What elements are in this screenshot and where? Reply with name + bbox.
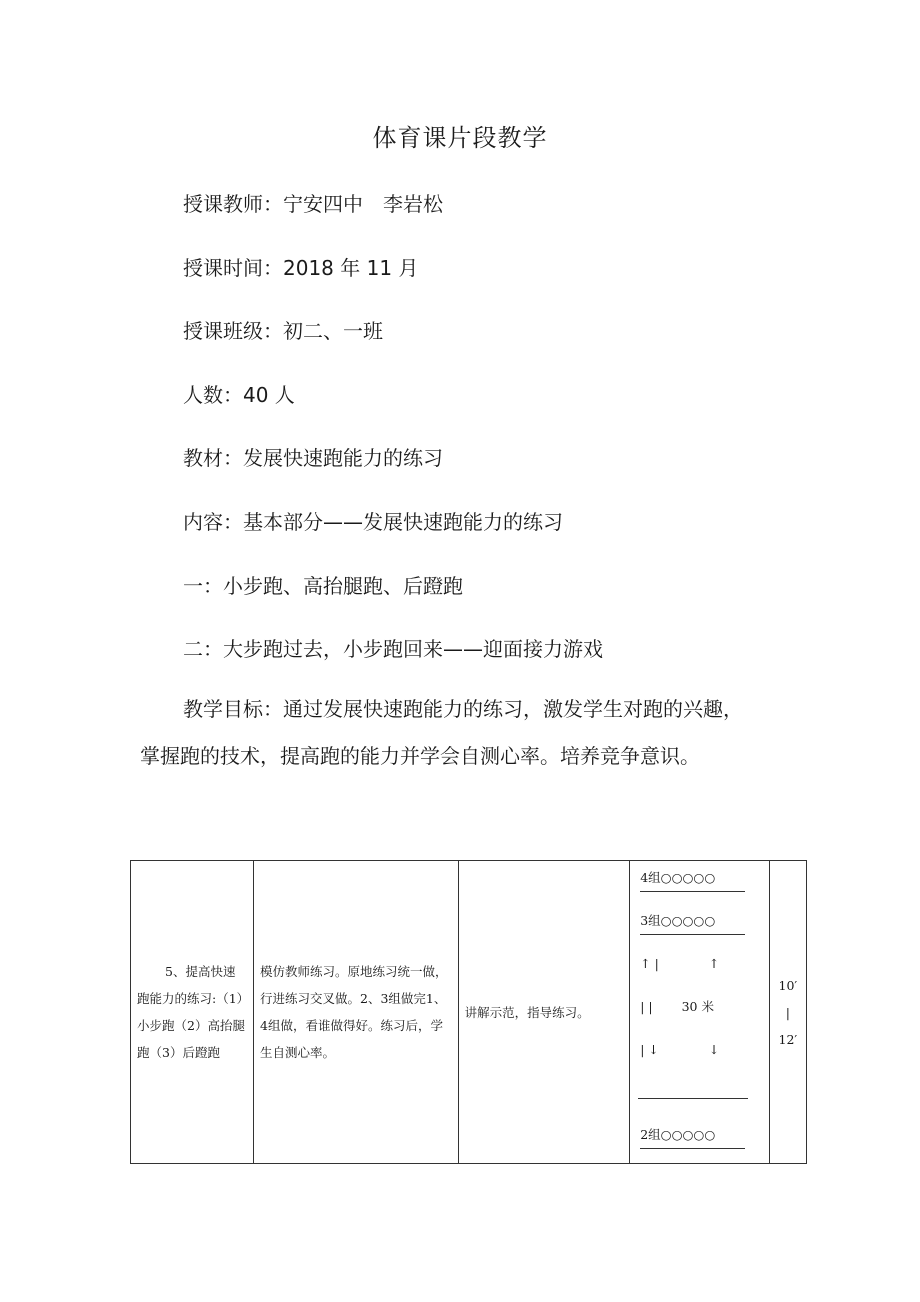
student-activity-cell (254, 861, 459, 1164)
time-end: 12′ (778, 1031, 798, 1047)
time-line: 授课时间：2018 年 11 月 (183, 256, 419, 280)
formation-diagram-cell (630, 861, 770, 1164)
time-cell (769, 861, 806, 1164)
item-two-line: 二：大步跑过去，小步跑回来——迎面接力游戏 (183, 637, 603, 661)
teacher-activity-cell (458, 861, 630, 1164)
separator-line (638, 1098, 748, 1099)
group-4-label: 4组○○○○○ (640, 864, 745, 892)
arrow-up-row: ↑ | ↑ (640, 956, 720, 971)
group-2-label: 2组○○○○○ (640, 1121, 745, 1149)
group-3-label: 3组○○○○○ (640, 907, 745, 935)
time-start: 10′ (778, 977, 798, 993)
objective-line-1: 教学目标：通过发展快速跑能力的练习，激发学生对跑的兴趣， (183, 697, 743, 721)
exercise-cell (131, 861, 254, 1164)
time-dash: | (785, 1004, 790, 1020)
arrow-down-row: | ↓ ↓ (640, 1042, 720, 1057)
distance-row: | | 30 米 (640, 999, 714, 1014)
teacher-activity-text: 讲解示范，指导练习。 (464, 1004, 590, 1020)
page-title: 体育课片段教学 (372, 124, 548, 152)
formation-diagram (630, 861, 769, 1163)
class-line: 授课班级：初二、一班 (183, 319, 383, 343)
count-line: 人数：40 人 (183, 383, 295, 407)
lesson-table (130, 860, 807, 1164)
table-row (131, 861, 807, 1164)
material-line: 教材：发展快速跑能力的练习 (183, 446, 443, 470)
content-line: 内容：基本部分——发展快速跑能力的练习 (183, 510, 563, 534)
teacher-line: 授课教师：宁安四中 李岩松 (183, 192, 443, 216)
item-one-line: 一：小步跑、高抬腿跑、后蹬跑 (183, 574, 463, 598)
exercise-text: 5、提高快速跑能力的练习:（1）小步跑（2）高抬腿跑（3）后蹬跑 (137, 964, 245, 1060)
student-activity-text: 模仿教师练习。原地练习统一做，行进练习交叉做。2、3组做完1、4组做，看谁做得好。练习后，学生自测心率。 (260, 964, 448, 1060)
objective-line-2: 掌握跑的技术，提高跑的能力并学会自测心率。培养竞争意识。 (140, 744, 700, 768)
